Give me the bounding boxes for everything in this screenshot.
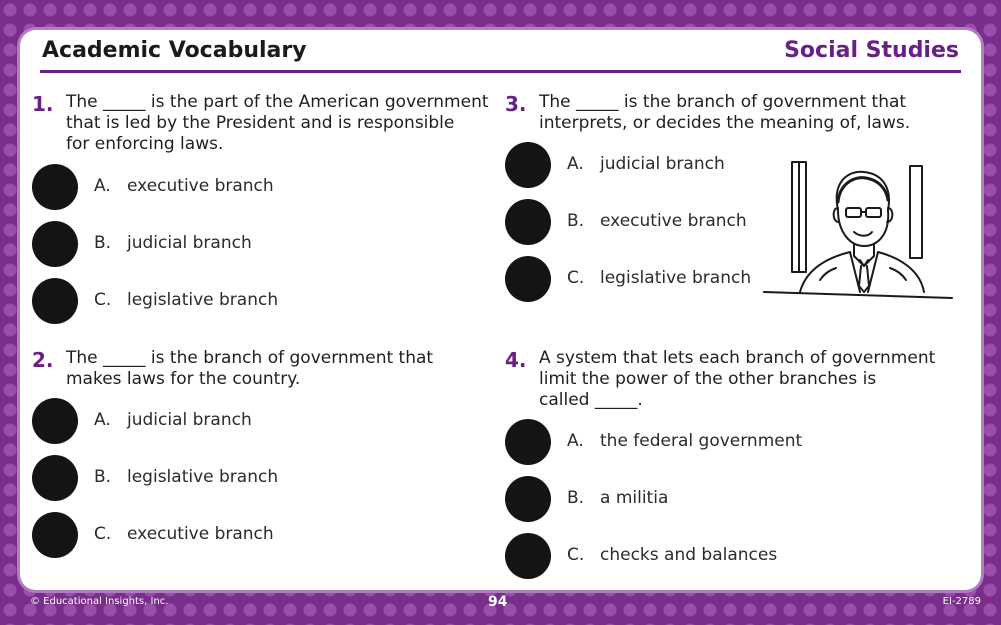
worksheet-card (20, 30, 981, 590)
option-text: legislative branch (127, 467, 279, 487)
question-number: 1. (32, 92, 54, 116)
option-letter: A. (567, 431, 584, 451)
page-title: Academic Vocabulary (42, 38, 307, 63)
option-letter: A. (567, 154, 584, 174)
question-line: The _____ is the part of the American government (66, 92, 489, 112)
question-number: 3. (505, 92, 527, 116)
question-text (66, 348, 433, 390)
header-divider (40, 70, 961, 73)
subject-label: Social Studies (784, 38, 959, 63)
question-text (539, 348, 935, 411)
option-text: judicial branch (127, 233, 252, 253)
option-text: judicial branch (127, 410, 252, 430)
question-1 (32, 92, 492, 322)
answer-bubble-a[interactable] (32, 398, 78, 444)
answer-bubble-a[interactable] (505, 142, 551, 188)
question-2 (32, 348, 492, 578)
option-letter: A. (94, 176, 111, 196)
copyright-text: © Educational Insights, Inc. (30, 596, 169, 607)
judge-illustration (760, 152, 960, 302)
answer-bubble-b[interactable] (505, 199, 551, 245)
question-line: makes laws for the country. (66, 369, 301, 389)
answer-bubble-a[interactable] (32, 164, 78, 210)
answer-bubble-c[interactable] (32, 278, 78, 324)
option-letter: A. (94, 410, 111, 430)
question-line: limit the power of the other branches is (539, 369, 877, 389)
option-text: executive branch (127, 524, 274, 544)
option-letter: C. (94, 524, 112, 544)
header (42, 36, 959, 70)
option-letter: C. (94, 290, 112, 310)
option-text: legislative branch (600, 268, 752, 288)
option-text: executive branch (127, 176, 274, 196)
question-line: that is led by the President and is responsible (66, 113, 455, 133)
option-text: executive branch (600, 211, 747, 231)
answer-bubble-a[interactable] (505, 419, 551, 465)
question-line: The _____ is the branch of government that (539, 92, 907, 112)
page-number: 94 (488, 594, 508, 610)
option-letter: C. (567, 545, 585, 565)
question-line: The _____ is the branch of government that (66, 348, 434, 368)
question-number: 4. (505, 348, 527, 372)
judge-icon (760, 152, 960, 302)
option-letter: B. (94, 467, 112, 487)
question-text (539, 92, 910, 134)
option-letter: C. (567, 268, 585, 288)
question-line: for enforcing laws. (66, 134, 224, 154)
option-text: the federal government (600, 431, 803, 451)
option-text: legislative branch (127, 290, 279, 310)
option-text: checks and balances (600, 545, 778, 565)
answer-bubble-b[interactable] (505, 476, 551, 522)
answer-bubble-c[interactable] (32, 512, 78, 558)
question-text (66, 92, 489, 155)
answer-bubble-c[interactable] (505, 256, 551, 302)
option-letter: B. (94, 233, 112, 253)
question-line: called _____. (539, 390, 643, 410)
question-number: 2. (32, 348, 54, 372)
question-line: interprets, or decides the meaning of, laws. (539, 113, 911, 133)
option-letter: B. (567, 211, 585, 231)
question-line: A system that lets each branch of government (539, 348, 936, 368)
question-4 (505, 348, 965, 588)
answer-bubble-c[interactable] (505, 533, 551, 579)
option-text: judicial branch (600, 154, 725, 174)
answer-bubble-b[interactable] (32, 455, 78, 501)
answer-bubble-b[interactable] (32, 221, 78, 267)
option-letter: B. (567, 488, 585, 508)
product-code: EI-2789 (942, 596, 981, 607)
option-text: a militia (600, 488, 669, 508)
